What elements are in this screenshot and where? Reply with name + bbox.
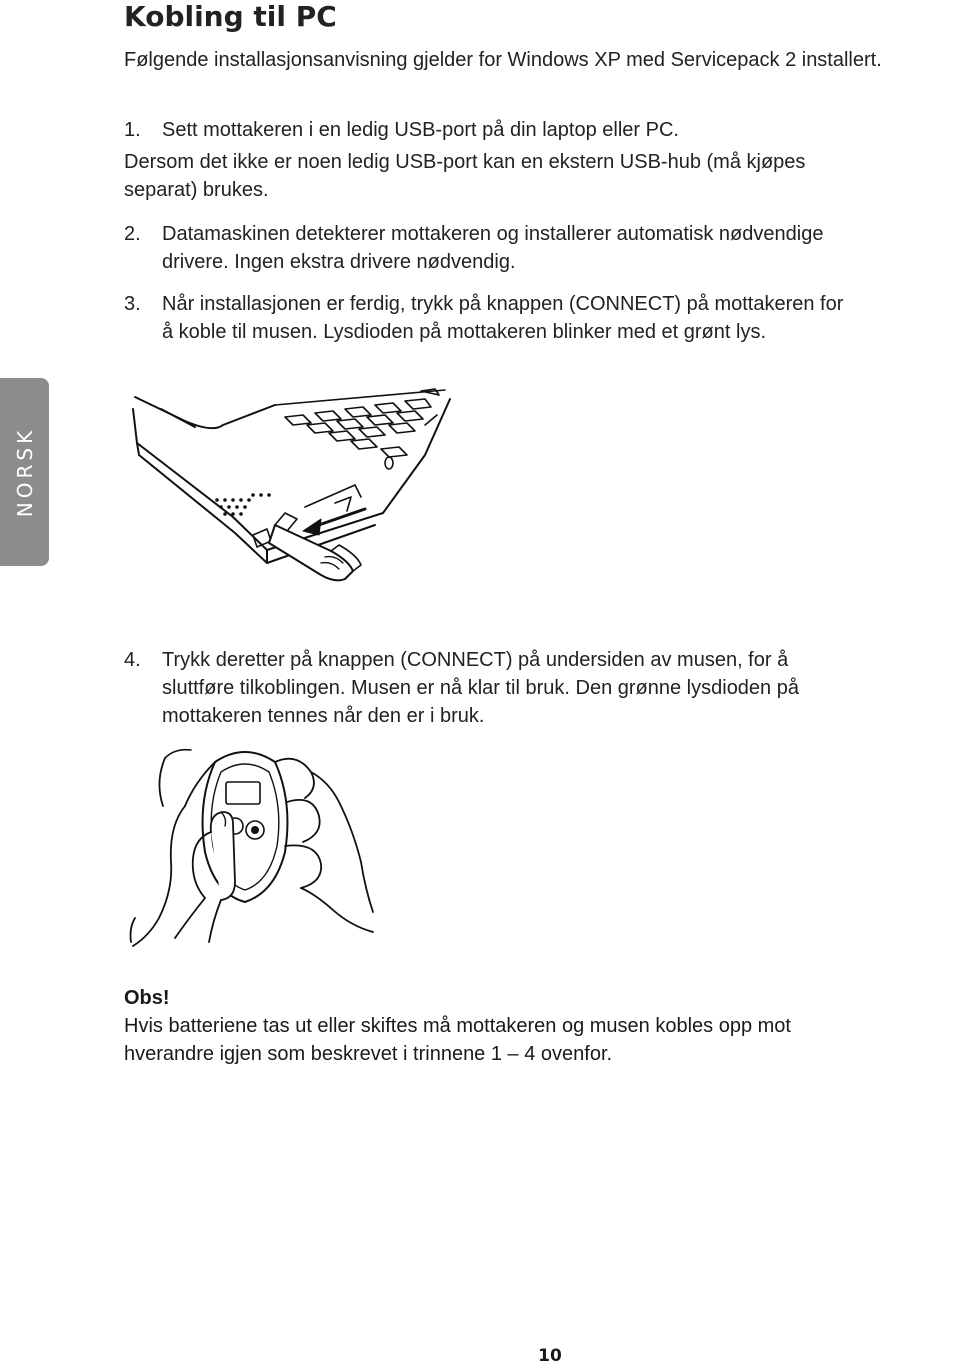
step-2-line-2: drivere. Ingen ekstra drivere nødvendig. [162, 251, 516, 273]
note-title: Obs! [124, 987, 170, 1009]
step-4-line-1: Trykk deretter på knappen (CONNECT) på undersiden av musen, for å [162, 649, 789, 671]
page-number: 10 [538, 1346, 562, 1366]
step-2-number: 2. [124, 223, 141, 245]
step-4 [124, 646, 954, 730]
step-3-number: 3. [124, 293, 141, 315]
step-3-line-1: Når installasjonen er ferdig, trykk på knappen (CONNECT) på mottakeren for [162, 293, 844, 315]
intro-text: Følgende installasjonsanvisning gjelder for Windows XP med Servicepack 2 installert. [124, 49, 882, 71]
step-1-note-line-2: separat) brukes. [124, 179, 269, 201]
step-1-number: 1. [124, 119, 141, 141]
step-4-line-3: mottakeren tennes når den er i bruk. [162, 705, 485, 727]
step-1-note-line-1: Dersom det ikke er noen ledig USB-port kan en ekstern USB-hub (må kjøpes [124, 151, 806, 173]
laptop-usb-receiver-illustration [125, 385, 465, 585]
step-1-text: Sett mottakeren i en ledig USB-port på din laptop eller PC. [162, 119, 679, 141]
note-text [124, 1012, 924, 1068]
note-line-1: Hvis batteriene tas ut eller skiftes må mottakeren og musen kobles opp mot [124, 1015, 791, 1037]
mouse-connect-button-illustration [125, 742, 375, 947]
step-2-line-1: Datamaskinen detekterer mottakeren og installerer automatisk nødvendige [162, 223, 824, 245]
note-line-2: hverandre igjen som beskrevet i trinnene 1 – 4 ovenfor. [124, 1043, 613, 1065]
step-4-number: 4. [124, 649, 141, 671]
language-side-tab [0, 378, 49, 566]
step-3-line-2: å koble til musen. Lysdioden på mottakeren blinker med et grønt lys. [162, 321, 767, 343]
step-4-line-2: sluttføre tilkoblingen. Musen er nå klar til bruk. Den grønne lysdioden på [162, 677, 799, 699]
page-title: Kobling til PC [124, 0, 337, 33]
step-3 [124, 290, 958, 346]
step-2 [124, 220, 954, 276]
language-side-tab-label: NORSK [12, 426, 37, 518]
